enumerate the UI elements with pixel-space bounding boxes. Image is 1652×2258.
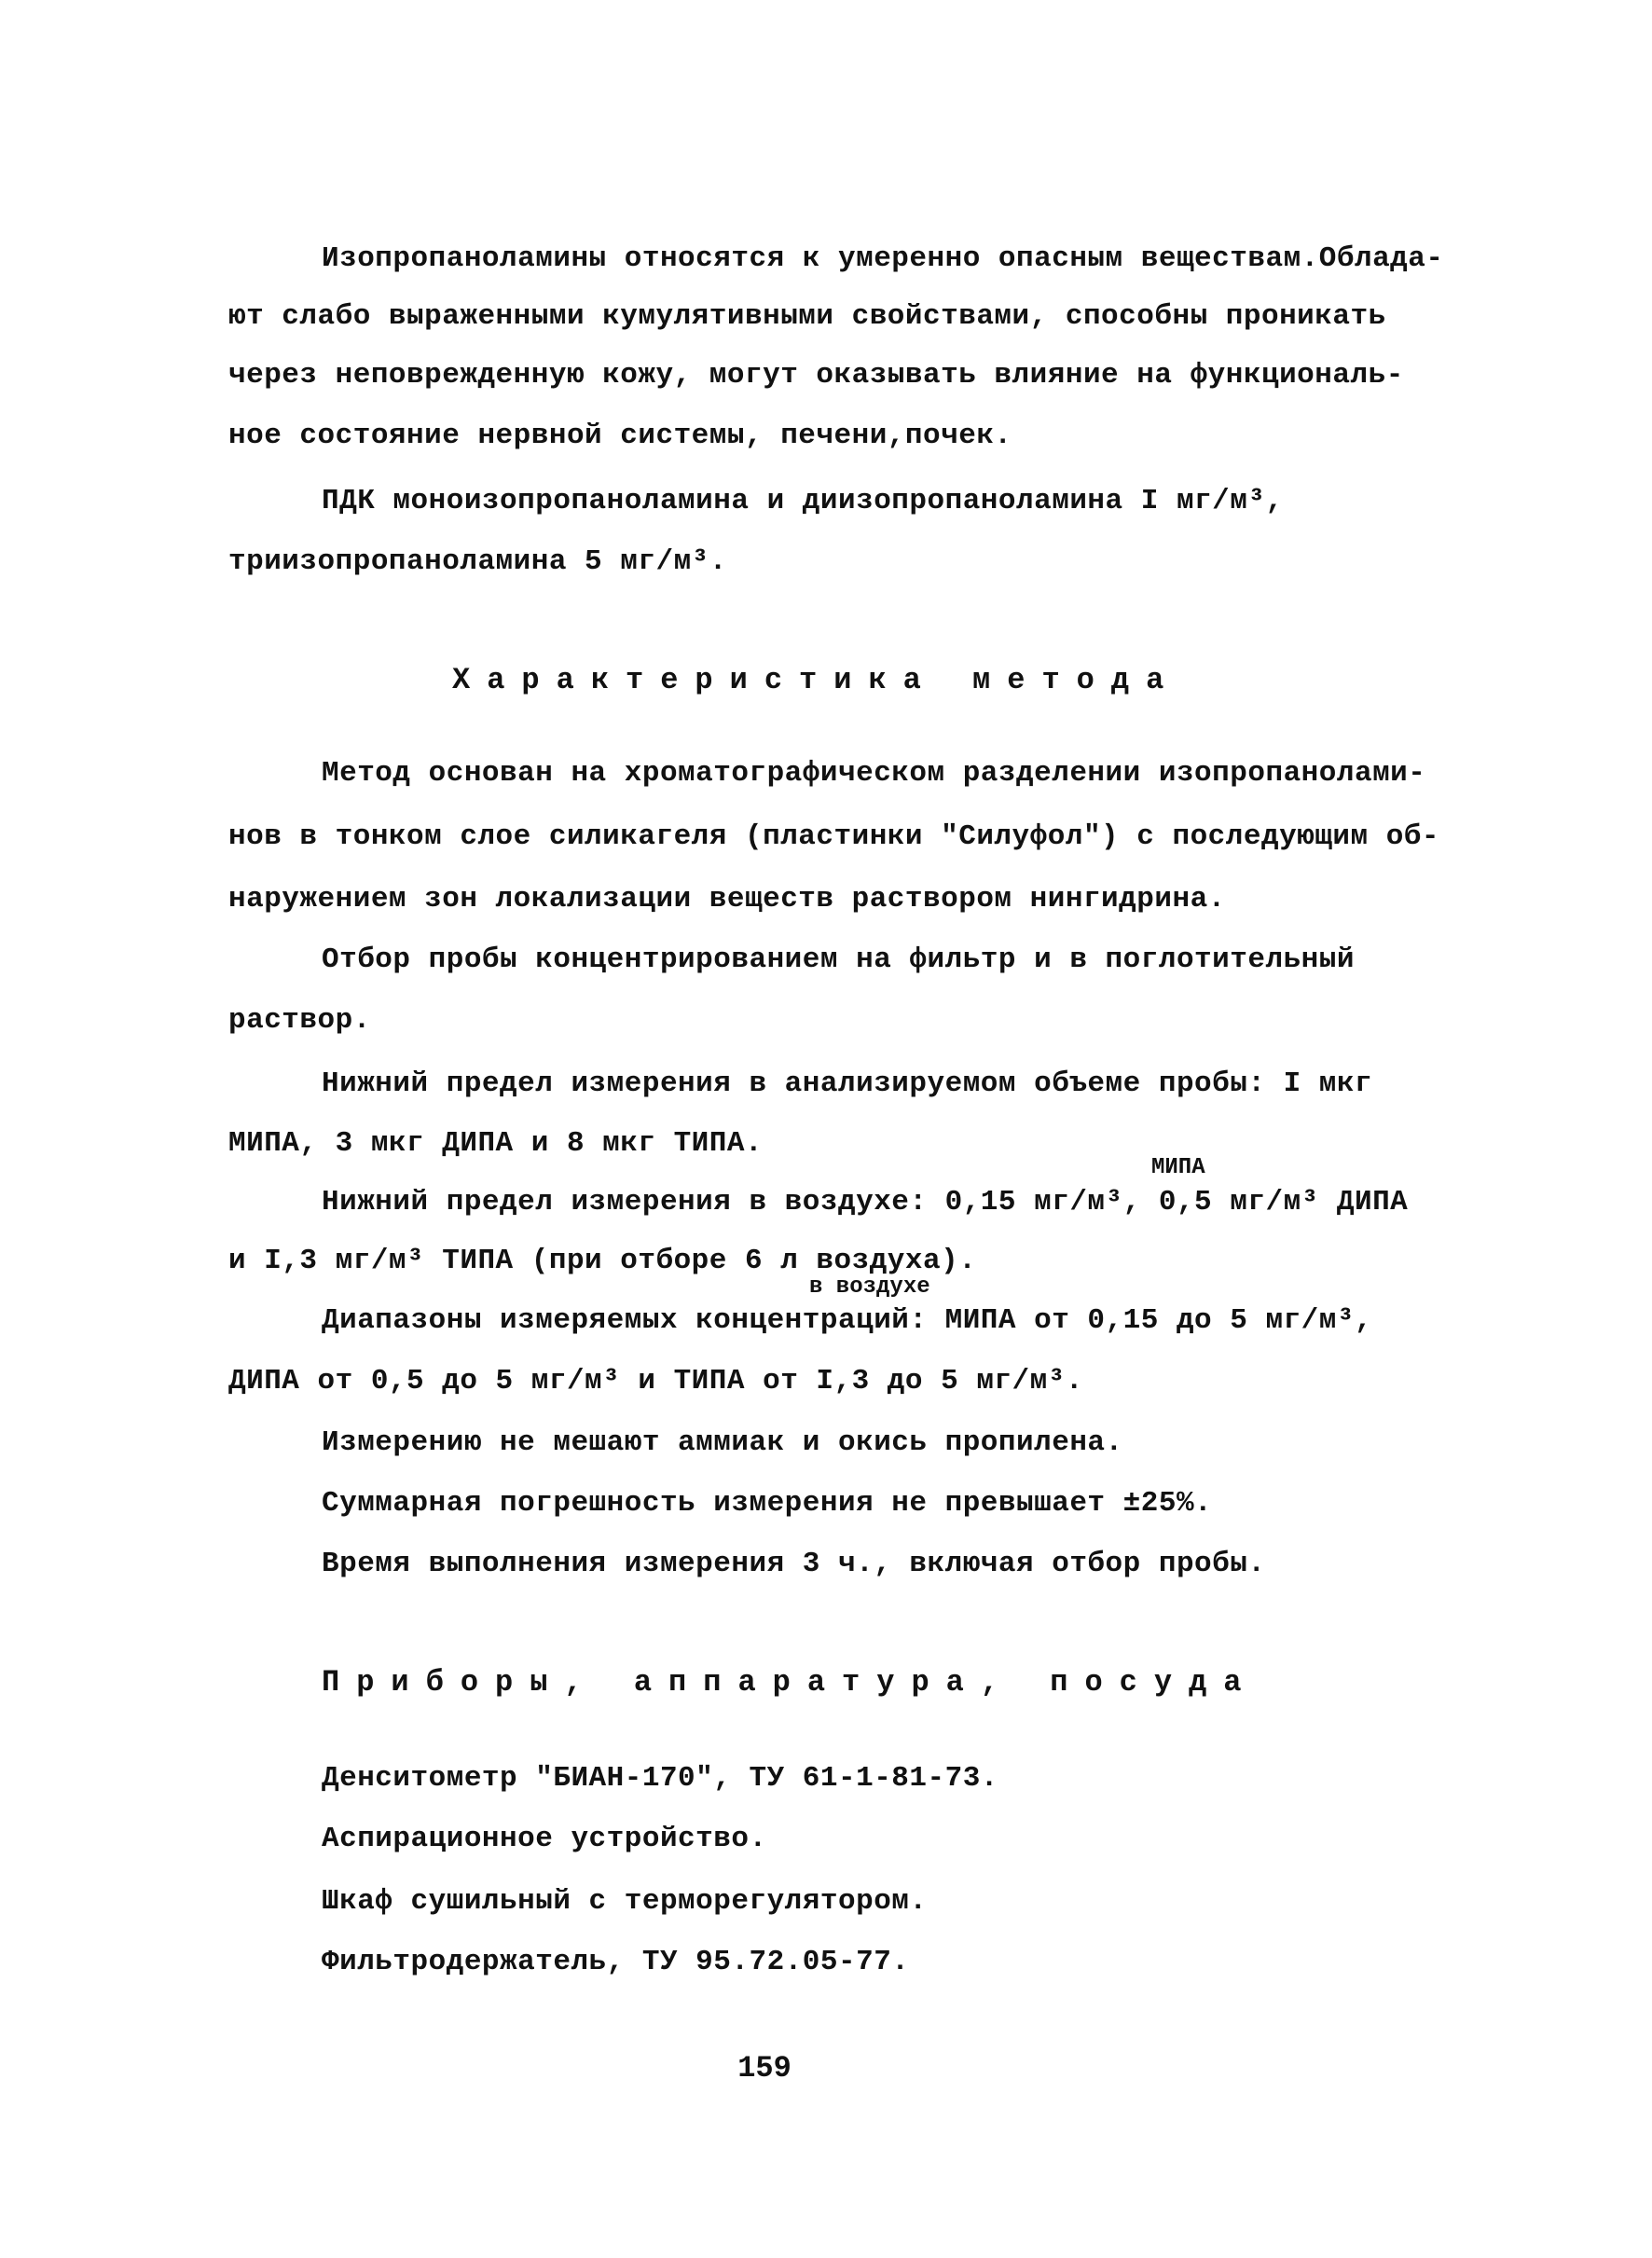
intro-p1-line-2: ют слабо выраженными кумулятивными свойствами, способны проникать: [228, 300, 1386, 333]
equipment-item-1: Денситометр "БИАН-170", ТУ 61-1-81-73.: [322, 1762, 998, 1795]
method-p4-line-2: и I,3 мг/м³ ТИПА (при отборе 6 л воздуха).: [228, 1245, 977, 1277]
method-p1-line-1: Метод основан на хроматографическом разделении изопропанолами-: [322, 757, 1426, 790]
method-p2-line-1: Отбор пробы концентрированием на фильтр и в поглотительный: [322, 943, 1355, 976]
handwritten-note-mipa: МИПА: [1151, 1155, 1205, 1180]
page-number: 159: [737, 2051, 792, 2086]
section-heading-equipment: Приборы, аппаратура, посуда: [322, 1665, 1259, 1700]
method-p5-line-2: ДИПА от 0,5 до 5 мг/м³ и ТИПА от I,3 до 5 мг/м³.: [228, 1365, 1083, 1397]
method-p4-line-1: Нижний предел измерения в воздухе: 0,15 мг/м³, 0,5 мг/м³ ДИПА: [322, 1186, 1409, 1218]
method-p8: Время выполнения измерения 3 ч., включая отбор пробы.: [322, 1548, 1266, 1580]
equipment-item-3: Шкаф сушильный с терморегулятором.: [322, 1885, 928, 1918]
method-p2-line-2: раствор.: [228, 1004, 371, 1037]
handwritten-note-in-air: в воздухе: [809, 1274, 930, 1300]
method-p1-line-3: наружением зон локализации веществ раствором нингидрина.: [228, 883, 1226, 916]
intro-p2-line-2: триизопропаноламина 5 мг/м³.: [228, 545, 727, 578]
equipment-item-4: Фильтродержатель, ТУ 95.72.05-77.: [322, 1946, 910, 1978]
intro-p1-line-3: через неповрежденную кожу, могут оказывать влияние на функциональ-: [228, 359, 1404, 392]
method-p6: Измерению не мешают аммиак и окись пропилена.: [322, 1426, 1123, 1459]
method-p5-line-1: Диапазоны измеряемых концентраций: МИПА от 0,15 до 5 мг/м³,: [322, 1304, 1373, 1337]
method-p3-line-1: Нижний предел измерения в анализируемом объеме пробы: I мкг: [322, 1067, 1373, 1100]
method-p3-line-2: МИПА, 3 мкг ДИПА и 8 мкг ТИПА.: [228, 1127, 764, 1160]
equipment-item-2: Аспирационное устройство.: [322, 1823, 767, 1855]
section-heading-method: Характеристика метода: [452, 663, 1181, 697]
method-p1-line-2: нов в тонком слое силикагеля (пластинки "Силуфол") с последующим об-: [228, 820, 1440, 853]
intro-p2-line-1: ПДК моноизопропаноламина и диизопропаноламина I мг/м³,: [322, 485, 1284, 517]
intro-p1-line-4: ное состояние нервной системы, печени,почек.: [228, 420, 1012, 452]
intro-p1-line-1: Изопропаноламины относятся к умеренно опасным веществам.Облада-: [322, 242, 1444, 275]
method-p7: Суммарная погрешность измерения не превышает ±25%.: [322, 1487, 1213, 1520]
